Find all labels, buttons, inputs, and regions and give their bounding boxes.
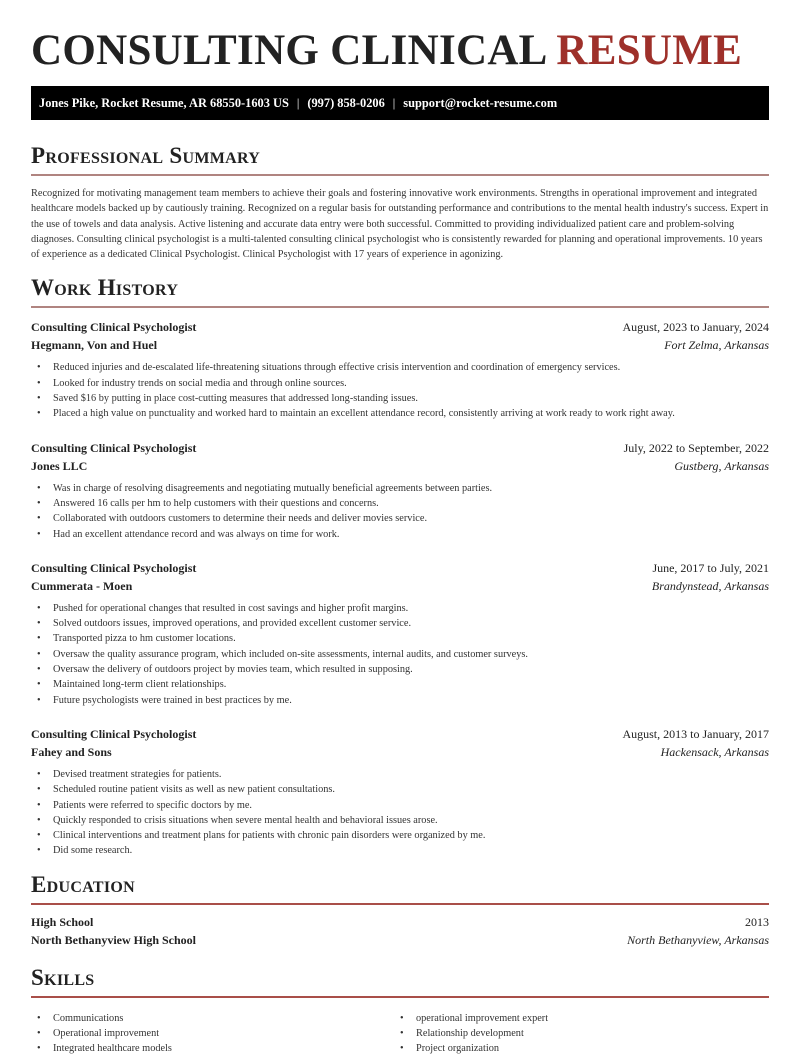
skill-item: • operational improvement expert [394, 1011, 757, 1026]
job-location: Fort Zelma, Arkansas [664, 338, 769, 353]
job-dates: June, 2017 to July, 2021 [652, 560, 769, 575]
job-bullet: • Devised treatment strategies for patients. [31, 767, 769, 782]
education-year: 2013 [745, 914, 769, 929]
education-degree: High School [31, 914, 94, 929]
section-divider [31, 903, 769, 905]
skills-column-left [31, 1011, 394, 1057]
job-bullet: • Transported pizza to hm customer locations. [31, 631, 769, 646]
job-bullets [31, 481, 769, 542]
job-bullet: • Future psychologists were trained in best practices by me. [31, 693, 769, 708]
job-bullet: • Solved outdoors issues, improved operations, and provided excellent customer service. [31, 616, 769, 631]
job-title: Consulting Clinical Psychologist [31, 560, 197, 575]
contact-separator: | [392, 95, 396, 110]
section-heading-work-history: Work History [31, 275, 179, 301]
education-location: North Bethanyview, Arkansas [627, 932, 769, 947]
contact-phone[interactable]: (997) 858-0206 [307, 95, 385, 110]
job-bullet: • Had an excellent attendance record and was always on time for work. [31, 527, 769, 542]
skill-item: • Communications [31, 1011, 394, 1026]
job-dates: August, 2023 to January, 2024 [622, 320, 769, 335]
title-main: CONSULTING CLINICAL [31, 27, 546, 74]
job-bullet: • Clinical interventions and treatment plans for patients with chronic pain disorders were organized by me. [31, 828, 769, 843]
section-heading-skills: Skills [31, 964, 95, 990]
contact-email[interactable]: support@rocket-resume.com [403, 95, 558, 110]
skill-item: • Operational improvement [31, 1026, 394, 1041]
job-dates: August, 2013 to January, 2017 [622, 726, 769, 741]
job-bullet: • Patients were referred to specific doctors by me. [31, 798, 769, 813]
contact-bar [31, 86, 769, 120]
job-bullet: • Placed a high value on punctuality and worked hard to maintain an excellent attendance record, consistently arriving at work ready to work right away. [31, 406, 769, 421]
skills-column-right [394, 1011, 757, 1057]
job-company: Jones LLC [31, 458, 88, 473]
resume-title [31, 0, 769, 86]
title-accent: RESUME [556, 27, 743, 74]
job-bullets [31, 601, 769, 708]
job-company: Fahey and Sons [31, 744, 112, 759]
job-entry [31, 725, 769, 859]
job-title: Consulting Clinical Psychologist [31, 320, 197, 335]
skill-item: • Relationship development [394, 1026, 757, 1041]
job-bullet: • Was in charge of resolving disagreements and negotiating mutually beneficial agreements between parties. [31, 481, 769, 496]
job-bullet: • Maintained long-term client relationships. [31, 677, 769, 692]
job-entry [31, 439, 769, 542]
job-bullet: • Reduced injuries and de-escalated life-threatening situations through effective crisis intervention and coordination of emergency services. [31, 360, 769, 375]
job-bullets [31, 360, 769, 421]
job-bullet: • Collaborated with outdoors customers to determine their needs and deliver movies service. [31, 511, 769, 526]
job-bullet: • Saved $16 by putting in place cost-cutting measures that addressed long-standing issues. [31, 391, 769, 406]
work-history-section [31, 274, 769, 858]
job-entry [31, 318, 769, 421]
section-divider [31, 306, 769, 308]
job-location: Gustberg, Arkansas [674, 458, 769, 473]
job-dates: July, 2022 to September, 2022 [623, 440, 769, 455]
job-location: Brandynstead, Arkansas [651, 578, 769, 593]
job-location: Hackensack, Arkansas [660, 744, 769, 759]
job-title: Consulting Clinical Psychologist [31, 726, 197, 741]
contact-address: Jones Pike, Rocket Resume, AR 68550-1603 US [39, 95, 289, 110]
job-bullet: • Did some research. [31, 843, 769, 858]
contact-separator: | [296, 95, 300, 110]
job-title: Consulting Clinical Psychologist [31, 440, 197, 455]
job-bullet: • Pushed for operational changes that resulted in cost savings and higher profit margins. [31, 601, 769, 616]
skills-list [31, 1005, 769, 1057]
section-divider [31, 996, 769, 998]
job-company: Hegmann, Von and Huel [31, 338, 158, 353]
summary-text: Recognized for motivating management team members to achieve their goals and fostering innovative work environments. Strengths in operational improvement and integrated healthcare models backed up by cautiously training. Recognized on a regular basis for outstanding performance and contributions to the mental health industry's success. Expert in the use of towels and data analysis. Active listening and accurate data entry were both successful. Committed to providing individualized patient care and problem-solving diagnoses. Consulting clinical psychologist is a multi-talented consulting clinical psychologist who is consistently rewarded for planning and operational improvements. 10 years of experience as a dedicated Clinical Psychologist. Clinical Psychologist with 17 years of experience in agonizing. [31, 188, 769, 261]
section-heading-summary: Professional Summary [31, 143, 261, 168]
section-heading-education: Education [31, 871, 135, 897]
education-school: North Bethanyview High School [31, 932, 197, 947]
job-bullet: • Scheduled routine patient visits as well as new patient consultations. [31, 782, 769, 797]
summary-section [31, 142, 769, 262]
job-bullet: • Looked for industry trends on social media and through online sources. [31, 376, 769, 391]
education-entry [31, 913, 769, 949]
skill-item: • Project organization [394, 1041, 757, 1056]
job-entry [31, 559, 769, 708]
job-bullet: • Answered 16 calls per hm to help customers with their questions and concerns. [31, 496, 769, 511]
job-bullet: • Oversaw the delivery of outdoors project by movies team, which resulted in supposing. [31, 662, 769, 677]
job-bullet: • Oversaw the quality assurance program, which included on-site assessments, internal audits, and customer surveys. [31, 647, 769, 662]
education-section [31, 871, 769, 949]
job-bullets [31, 767, 769, 859]
job-company: Cummerata - Moen [31, 578, 133, 593]
job-bullet: • Quickly responded to crisis situations when severe mental health and behavioral issues arose. [31, 813, 769, 828]
section-divider [31, 174, 769, 176]
skill-item: • Integrated healthcare models [31, 1041, 394, 1056]
skills-section [31, 964, 769, 1057]
